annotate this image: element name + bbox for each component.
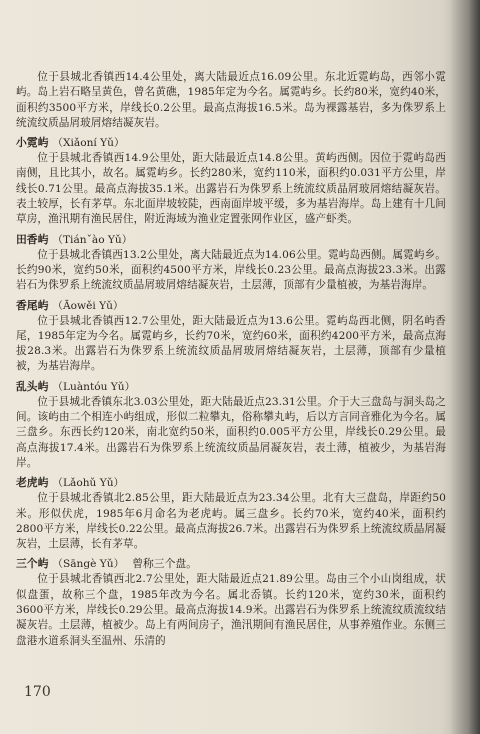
entry-alias: 曾称三个盘。: [132, 557, 197, 571]
entry-name: 小霓屿: [16, 136, 49, 150]
entry-text: 位于县城北香镇西13.2公里处，离大陆最近点为14.06公里。霓屿岛西侧。属霓屿乡。长约90米，宽约50米，面积约4500平方米，岸线长0.23公里。最高点海拔23.3米。出露岩石为侏罗系上统流纹质晶屑玻屑熔结凝灰岩，土层薄，顶部有少量植被，为基岩海岸。: [16, 248, 446, 292]
entry-luantou: [16, 379, 446, 471]
entry-name: 乱头屿: [16, 379, 49, 393]
entry-xiangwei: [16, 298, 446, 375]
entry-heading: [16, 135, 446, 151]
page-number: 170: [24, 684, 51, 700]
entry-pinyin: （Sāngè Yǔ）: [52, 558, 125, 571]
entry-pinyin: （Luàntóu Yǔ）: [52, 380, 136, 393]
entry-text: 位于县城北香镇东北3.03公里处，距大陆最近点23.31公里。介于大三盘岛与洞头岛之间。该屿由二个相连小屿组成，形似二粒攀丸，俗称攀丸屿，后以方言同音雅化为今名。属三盘乡。东西长约120米，南北宽约50米，面积约0.005平方公里，岸线长0.29公里。最高点海拔17.4米。出露岩石为侏罗系上统流纹质晶屑凝灰岩，表土薄，植被少，为基岩海岸。: [16, 395, 446, 469]
page-content: [16, 70, 446, 649]
entry-pinyin: （Tiánˇào Yǔ）: [52, 233, 133, 246]
entry-name: 田香屿: [16, 232, 49, 246]
entry-pinyin: （Xiǎoní Yǔ）: [52, 137, 125, 150]
entry-text: 位于县城北香镇西14.9公里处，距大陆最近点14.8公里。黄屿西侧。因位于霓屿岛西南侧，且比其小，故名。属霓屿乡。长约280米，宽约110米，面积约0.031平方公里，岸线长0.71公里。最高点海拔35.1米。出露岩石为侏罗系上统流纹质晶屑玻屑熔结凝灰岩。表土较厚，长有茅草。东北面岸坡较陡，西南面岸坡平缓，多为基岩海岸。岛上建有十几间草房，渔汛期有渔民居住，附近海域为渔业定置张网作业区，盛产虾类。: [16, 152, 446, 226]
entry-name: 三个屿: [16, 557, 49, 571]
entry-text: 位于县城北香镇北2.85公里，距大陆最近点为23.34公里。北有大三盘岛，岸距约50米。形似伏虎，1985年6月命名为老虎屿。属三盘乡。长约70米，宽约40米，面积约2800平方米，岸线长0.22公里。最高点海拔26.7米。出露岩石为侏罗系上统流纹质晶屑凝灰岩，土层薄，长有茅草。: [16, 492, 446, 551]
entry-heading: [16, 298, 446, 314]
entry-laohu: [16, 475, 446, 552]
entry-text: 位于县城北香镇西12.7公里处，距大陆最近点为13.6公里。霓屿岛西北侧，阴名屿香尾，1985年定为今名。属霓屿乡，长约70米，宽约60米，面积约4200平方米，最高点海拔28.3米。出露岩石为侏罗系上统流纹质晶屑玻屑熔结凝灰岩，土层薄，顶部有少量植被，为基岩海岸。: [16, 314, 446, 373]
entry-name: 老虎屿: [16, 476, 49, 490]
intro-paragraph: 位于县城北香镇西14.4公里处，离大陆最近点16.09公里。东北近霓屿岛，西邻小霓屿。岛上岩石略呈黄色，曾名黄礁，1985年定为今名。属霓屿乡。长约80米，宽约40米，面积约3500平方米，岸线长0.2公里。最高点海拔16.5米。岛为裸露基岩，多为侏罗系上统流纹质晶屑玻屑熔结凝灰岩。: [16, 71, 446, 129]
entry-text: 位于县城北香镇西北2.7公里处，距大陆最近点21.89公里。岛由三个小山岗组成，状似盘蛋，故称三个盘，1985年改为今名。属北岙镇。长约120米，宽约30米，面积约3600平方米，岸线长0.29公里。最高点海拔14.9米。出露岩石为侏罗系上统流纹质流纹结凝灰岩。土层薄，植被少。岛上有两间房子，渔汛期间有渔民居住，从事养殖作业。东侧三盘港水道系洞头至温州、乐清的: [16, 573, 446, 647]
entry-xiaoni: [16, 135, 446, 227]
entry-pinyin: （Āowěi Yǔ）: [52, 299, 124, 312]
entry-tianxiang: [16, 232, 446, 294]
entry-heading: [16, 379, 446, 395]
entry-heading: [16, 232, 446, 248]
entry-pinyin: （Lǎohǔ Yǔ）: [52, 477, 125, 490]
page-spine-shadow: [450, 0, 480, 734]
entry-name: 香尾屿: [16, 298, 49, 312]
entry-heading: [16, 475, 446, 491]
entry-heading: [16, 556, 446, 572]
entry-sange: [16, 556, 446, 648]
